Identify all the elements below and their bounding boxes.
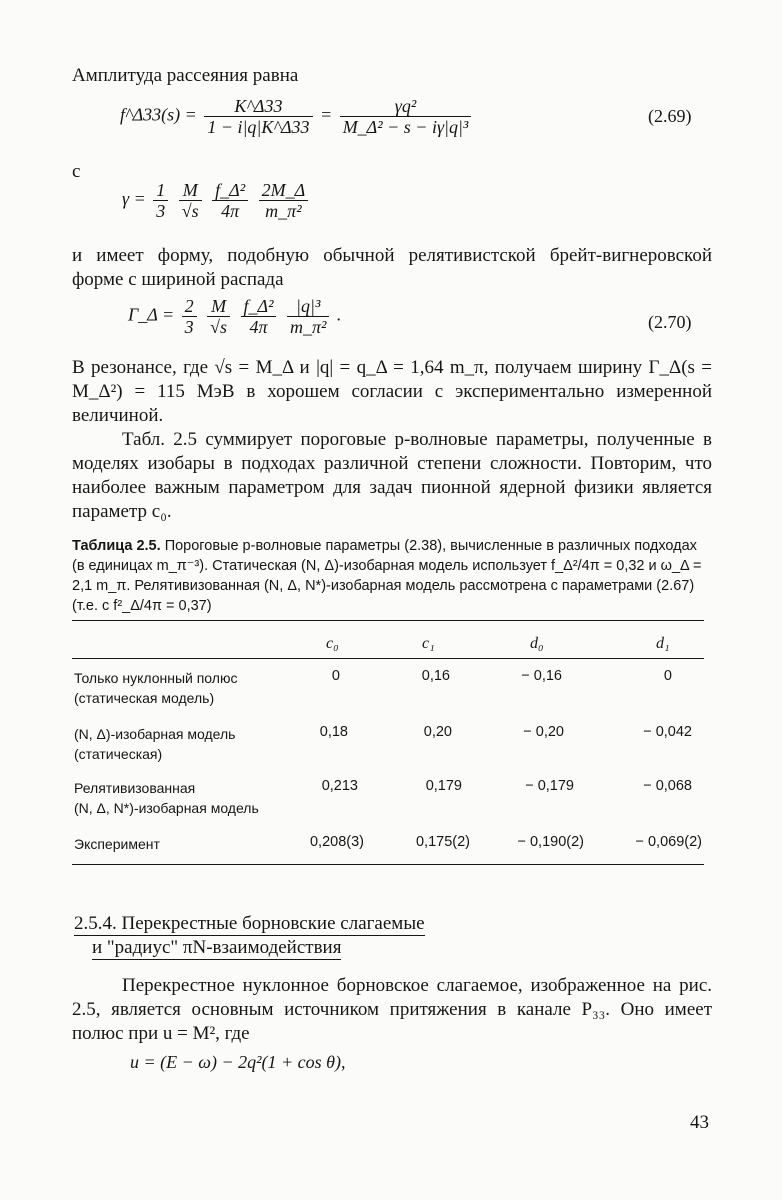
table-cell: 0 <box>331 668 340 684</box>
eq270-f3-num: f_Δ² <box>241 296 277 317</box>
gamma-fraction-3 <box>212 180 248 221</box>
eq269-f2-numerator: γq² <box>340 96 472 117</box>
table-row-label <box>74 778 259 818</box>
eq270-lhs: Γ_Δ = <box>128 304 175 325</box>
paragraph-intro: Амплитуда рассеяния равна <box>72 65 299 86</box>
table-cell: 0,179 <box>425 778 462 794</box>
table-cell: − 0,042 <box>643 724 692 740</box>
eq270-fraction-1 <box>182 296 197 337</box>
table-header-d0: d₀ <box>530 635 544 652</box>
eq270-fraction-3 <box>241 296 277 337</box>
gamma-fraction-2 <box>179 180 202 221</box>
equation-2-69 <box>120 96 474 137</box>
row1-label-line1: Только нуклонный полюс <box>74 670 238 686</box>
row2-label-line2: (статическая) <box>74 746 163 762</box>
eq270-f2-num: M <box>207 296 230 317</box>
gamma-fraction-1 <box>153 180 168 221</box>
table-bottom-rule <box>72 864 704 865</box>
equation-gamma <box>122 180 311 221</box>
table-cell: 0,208(3) <box>309 834 364 850</box>
section-heading-text-1: 2.5.4. Перекрестные борновские слагаемые <box>74 913 425 934</box>
table-cell: 0 <box>663 668 672 684</box>
table-cell: 0,175(2) <box>415 834 470 850</box>
eq270-fraction-4 <box>287 296 329 337</box>
table-cell: 0,16 <box>421 668 450 684</box>
eq269-f1-numerator: K^Δ33 <box>204 96 312 117</box>
eq269-lhs: f^Δ33(s) = <box>120 104 197 125</box>
table-cell: 0,213 <box>321 778 358 794</box>
table-cell: − 0,069(2) <box>635 834 702 850</box>
eq270-tail: . <box>336 304 342 325</box>
table-cell: − 0,068 <box>643 778 692 794</box>
table-cell: − 0,16 <box>521 668 562 684</box>
table-cell: 0,20 <box>423 724 452 740</box>
eq269-f1-denominator: 1 − i|q|K^Δ33 <box>207 117 310 137</box>
equation-number-2-70: (2.70) <box>648 312 692 332</box>
paragraph-crossed-born: Перекрестное нуклонное борновское слагаемое, изображенное на рис. 2.5, является основным источником притяжения в канале P₃₃. Оно имеет полюс при u = M², где <box>72 975 712 1044</box>
equation-number-2-69: (2.69) <box>648 106 692 126</box>
table-cell: − 0,179 <box>525 778 574 794</box>
paragraph-table-summary: Табл. 2.5 суммирует пороговые p-волновые параметры, полученные в моделях изобары в подходах различной степени сложности. Повторим, что наиболее важным параметром для задач пионной ядерной физики является параметр c₀. <box>72 429 712 522</box>
paragraph-resonance: В резонансе, где √s = M_Δ и |q| = q_Δ = 1,64 m_π, получаем ширину Γ_Δ(s = M_Δ²) = 115 МэВ в хорошем согласии с экспериментально измеренной величиной. <box>72 357 712 426</box>
row1-label-line2: (статическая модель) <box>74 690 215 706</box>
table-caption-label: Таблица 2.5. <box>72 538 161 554</box>
gamma-f4-num: 2M_Δ <box>259 180 309 201</box>
table-row-label <box>74 834 160 854</box>
gamma-f4-den: m_π² <box>265 201 302 221</box>
table-cell: − 0,190(2) <box>517 834 584 850</box>
gamma-f2-den: √s <box>181 201 199 221</box>
row2-label-line1: (N, Δ)-изобарная модель <box>74 726 236 742</box>
eq270-f2-den: √s <box>210 317 228 337</box>
section-heading-line2 <box>74 936 425 960</box>
table-header-d1: d₁ <box>656 635 670 652</box>
table-header-c0: c₀ <box>326 635 339 652</box>
gamma-f1-den: 3 <box>156 201 166 221</box>
eq269-fraction-2 <box>340 96 472 137</box>
table-cell: − 0,20 <box>523 724 564 740</box>
gamma-lhs: γ = <box>122 188 146 209</box>
gamma-f3-den: 4π <box>221 201 240 221</box>
eq270-f4-den: m_π² <box>289 317 327 337</box>
section-heading <box>74 912 425 960</box>
eq269-equals: = <box>320 104 333 125</box>
eq270-f1-num: 2 <box>182 296 197 317</box>
equation-u: u = (E − ω) − 2q²(1 + cos θ), <box>130 1052 346 1072</box>
gamma-f3-num: f_Δ² <box>212 180 248 201</box>
table-caption <box>72 536 712 616</box>
equation-2-70 <box>128 296 341 337</box>
eq269-fraction-1 <box>204 96 312 137</box>
table-cell: 0,18 <box>319 724 348 740</box>
gamma-f1-num: 1 <box>153 180 168 201</box>
table-caption-text: Пороговые p-волновые параметры (2.38), вычисленные в различных подходах (в единицах m_π⁻³). Статическая (N, Δ)-изобарная модель использует f_Δ²/4π = 0,32 и ω_Δ = 2,1 m_π. Релятивизованная (N, Δ, N*)-изобарная модель рассмотрена с параметрами (2.67) (т.е. с f²_Δ/4π = 0,37) <box>72 538 702 614</box>
row3-label-line1: Релятивизованная <box>74 780 196 796</box>
row3-label-line2: (N, Δ, N*)-изобарная модель <box>74 800 259 816</box>
page-number: 43 <box>690 1112 709 1133</box>
table-header-c1: c₁ <box>422 635 435 652</box>
table-header-rule <box>72 658 704 659</box>
table-row-label <box>74 724 235 764</box>
table-row-label <box>74 668 237 708</box>
eq270-f1-den: 3 <box>184 317 194 337</box>
eq269-f2-denominator: M_Δ² − s − iγ|q|³ <box>342 117 469 137</box>
eq270-f3-den: 4π <box>249 317 268 337</box>
table-top-rule <box>72 620 704 621</box>
row4-label-line1: Эксперимент <box>74 836 160 852</box>
connector-word: с <box>72 161 81 182</box>
eq270-fraction-2 <box>207 296 230 337</box>
section-heading-text-2: и "радиус" πN-взаимодействия <box>92 937 342 958</box>
paragraph-breit-wigner: и имеет форму, подобную обычной релятивистской брейт-вигнеровской форме с шириной распада <box>72 245 712 290</box>
eq270-f4-num: |q|³ <box>287 296 329 317</box>
section-heading-line1 <box>74 912 425 936</box>
gamma-fraction-4 <box>259 180 309 221</box>
gamma-f2-num: M <box>179 180 202 201</box>
